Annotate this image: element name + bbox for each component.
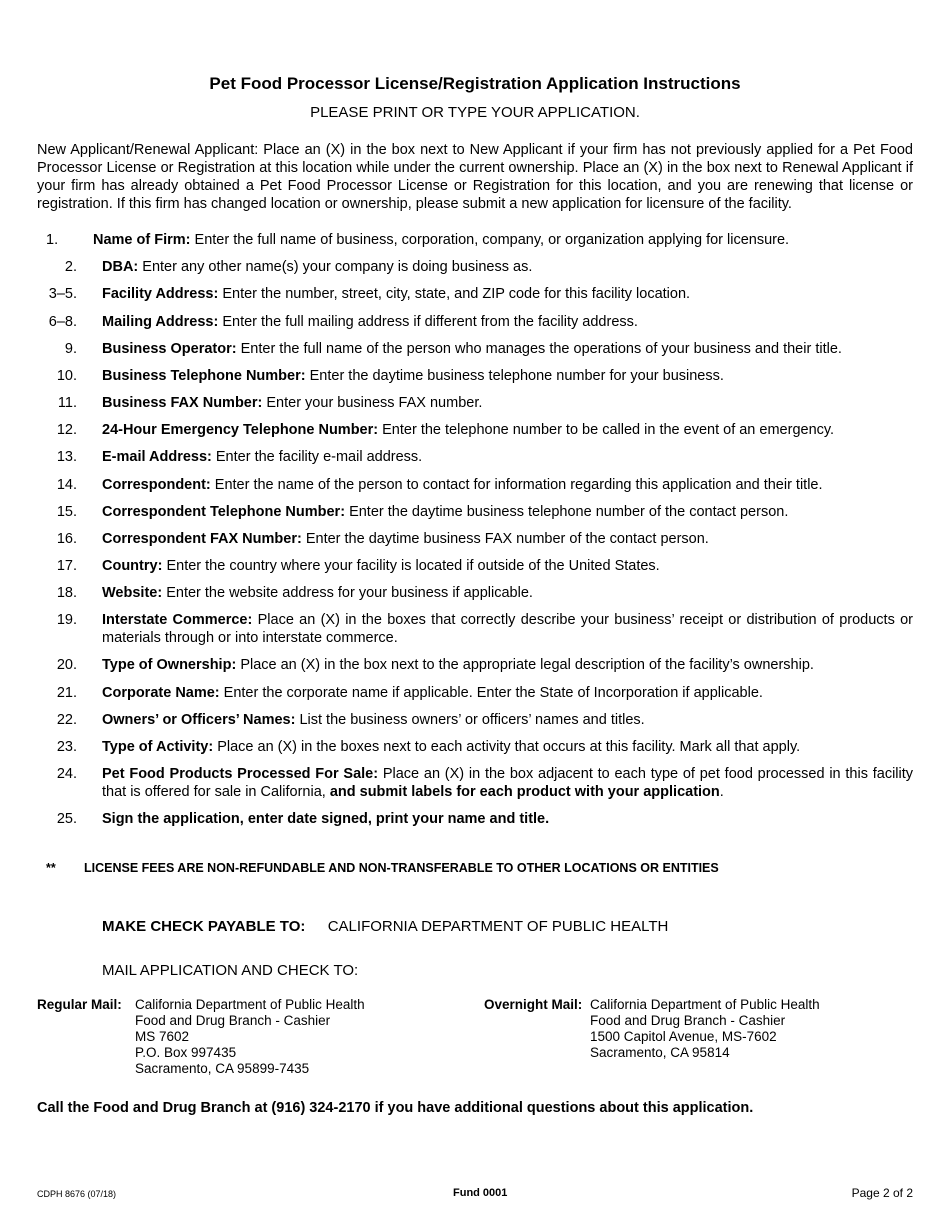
instruction-label: Business Operator: bbox=[102, 341, 237, 357]
instruction-label: Interstate Commerce: bbox=[102, 612, 253, 628]
instruction-number: 6–8. bbox=[48, 314, 77, 330]
instruction-label: Business FAX Number: bbox=[102, 395, 263, 411]
check-payable-value: CALIFORNIA DEPARTMENT OF PUBLIC HEALTH bbox=[327, 918, 669, 935]
instruction-text bbox=[102, 711, 913, 729]
instruction-label: Facility Address: bbox=[102, 286, 219, 302]
instruction-label: Country: bbox=[102, 558, 163, 574]
instruction-text bbox=[102, 313, 913, 331]
instruction-number: 20. bbox=[56, 657, 77, 673]
address-line: Food and Drug Branch - Cashier bbox=[590, 1013, 786, 1028]
instruction-number: 25. bbox=[56, 811, 77, 827]
page-title: Pet Food Processor License/Registration Application Instructions bbox=[209, 74, 741, 93]
instruction-label: Website: bbox=[102, 585, 163, 601]
page-subtitle: PLEASE PRINT OR TYPE YOUR APPLICATION. bbox=[310, 104, 640, 121]
address-line: MS 7602 bbox=[135, 1029, 190, 1044]
instruction-text bbox=[102, 285, 913, 303]
instruction-body: Enter any other name(s) your company is doing business as. bbox=[142, 259, 533, 275]
instruction-number: 3–5. bbox=[48, 286, 77, 302]
instruction-tail: . bbox=[719, 784, 724, 800]
instruction-text bbox=[93, 231, 904, 249]
instruction-number: 19. bbox=[56, 612, 77, 628]
instruction-body: Enter the daytime business telephone number of the contact person. bbox=[349, 504, 789, 520]
instruction-label: Correspondent FAX Number: bbox=[102, 531, 302, 547]
instruction-body: Place an (X) in the boxes next to each activity that occurs at this facility. Mark all that apply. bbox=[217, 739, 801, 755]
instruction-body: List the business owners’ or officers’ names and titles. bbox=[299, 712, 645, 728]
instruction-body: Enter the corporate name if applicable. Enter the State of Incorporation if applicable. bbox=[223, 685, 763, 701]
instruction-body: Enter the daytime business telephone number for your business. bbox=[309, 368, 724, 384]
instruction-body: Enter your business FAX number. bbox=[266, 395, 483, 411]
address-line: California Department of Public Health bbox=[135, 997, 365, 1012]
instruction-body: Enter the website address for your business if applicable. bbox=[166, 585, 533, 601]
instruction-body: Enter the full mailing address if different from the facility address. bbox=[222, 314, 638, 330]
address-line: P.O. Box 997435 bbox=[135, 1045, 237, 1060]
instruction-label: Business Telephone Number: bbox=[102, 368, 306, 384]
instruction-body: Enter the telephone number to be called in the event of an emergency. bbox=[382, 422, 835, 438]
instruction-text bbox=[102, 503, 913, 521]
instruction-label: Correspondent Telephone Number: bbox=[102, 504, 346, 520]
instruction-label: Owners’ or Officers’ Names: bbox=[102, 712, 296, 728]
instruction-body: Place an (X) in the box adjacent to each type of pet food processed in this facility that is offered for sale in California, bbox=[102, 766, 914, 800]
instruction-label: Name of Firm: bbox=[93, 232, 191, 248]
address-line: Food and Drug Branch - Cashier bbox=[135, 1013, 331, 1028]
instruction-body: Place an (X) in the box next to the appropriate legal description of the facility’s ownership. bbox=[240, 657, 814, 673]
instruction-label: Corporate Name: bbox=[102, 685, 220, 701]
instruction-text bbox=[102, 810, 913, 828]
page-number: Page 2 of 2 bbox=[851, 1186, 913, 1200]
contact-callout: Call the Food and Drug Branch at (916) 324-2170 if you have additional questions about this application. bbox=[37, 1100, 754, 1116]
instruction-text bbox=[102, 340, 913, 358]
instruction-body: Enter the full name of the person who manages the operations of your business and their title. bbox=[240, 341, 842, 357]
instruction-body: Enter the facility e-mail address. bbox=[215, 449, 423, 465]
instruction-text bbox=[102, 738, 913, 756]
instruction-number: 2. bbox=[64, 259, 77, 275]
address-line: California Department of Public Health bbox=[590, 997, 820, 1012]
instruction-label: DBA: bbox=[102, 259, 139, 275]
instruction-emphasis: and submit labels for each product with your application bbox=[329, 784, 720, 800]
instruction-number: 16. bbox=[56, 531, 77, 547]
address-line: Sacramento, CA 95899-7435 bbox=[135, 1061, 310, 1076]
instruction-number: 17. bbox=[56, 558, 77, 574]
instruction-text bbox=[102, 448, 913, 466]
instruction-number: 13. bbox=[56, 449, 77, 465]
instruction-label: Type of Activity: bbox=[102, 739, 214, 755]
check-payable bbox=[102, 918, 668, 935]
instruction-number: 21. bbox=[56, 685, 77, 701]
instruction-text bbox=[102, 530, 913, 548]
instruction-text bbox=[102, 258, 913, 276]
instruction-text bbox=[102, 611, 913, 647]
instruction-label: Sign the application, enter date signed, print your name and title. bbox=[102, 811, 550, 827]
instruction-text bbox=[102, 557, 913, 575]
instruction-number: 24. bbox=[56, 766, 77, 782]
instruction-text bbox=[102, 584, 913, 602]
instruction-label: E-mail Address: bbox=[102, 449, 212, 465]
instruction-body: Enter the full name of business, corporation, company, or organization applying for licensure. bbox=[194, 232, 790, 248]
instruction-text bbox=[102, 476, 913, 494]
address-line: Sacramento, CA 95814 bbox=[590, 1045, 730, 1060]
intro-paragraph: New Applicant/Renewal Applicant: Place an (X) in the box next to New Applicant if your firm has not previously applied for a Pet Food Processor License or Registration at this location while under the current ownership. Place an (X) in the box next to Renewal Applicant if your firm has already obtained a Pet Food Processor License or Registration for this location, and you are renewing that license or registration. If this firm has changed location or ownership, please submit a new application for licensure of the facility. bbox=[37, 142, 913, 212]
instruction-number: 22. bbox=[56, 712, 77, 728]
address-line: 1500 Capitol Avenue, MS-7602 bbox=[590, 1029, 777, 1044]
form-id: CDPH 8676 (07/18) bbox=[37, 1189, 117, 1199]
instruction-number: 10. bbox=[56, 368, 77, 384]
instruction-number: 9. bbox=[64, 341, 77, 357]
instruction-label: Mailing Address: bbox=[102, 314, 219, 330]
instruction-number: 18. bbox=[56, 585, 77, 601]
instruction-number: 23. bbox=[56, 739, 77, 755]
instruction-text bbox=[102, 765, 913, 801]
mail-heading: MAIL APPLICATION AND CHECK TO: bbox=[102, 962, 359, 979]
instruction-body: Enter the name of the person to contact for information regarding this application and their title. bbox=[214, 477, 823, 493]
instruction-text bbox=[102, 394, 913, 412]
instruction-number: 1. bbox=[46, 232, 59, 248]
fund-number: Fund 0001 bbox=[453, 1187, 508, 1199]
instruction-label: Pet Food Products Processed For Sale: bbox=[102, 766, 379, 782]
regular-mail-label: Regular Mail: bbox=[37, 997, 122, 1012]
fee-notice-mark: ** bbox=[46, 861, 56, 875]
instruction-number: 15. bbox=[56, 504, 77, 520]
regular-mail-lines bbox=[135, 997, 365, 1077]
check-payable-label: MAKE CHECK PAYABLE TO: bbox=[102, 918, 306, 935]
instruction-text bbox=[102, 656, 913, 674]
instruction-body: Enter the number, street, city, state, and ZIP code for this facility location. bbox=[222, 286, 691, 302]
fee-notice-text: LICENSE FEES ARE NON-REFUNDABLE AND NON-TRANSFERABLE TO OTHER LOCATIONS OR ENTITIES bbox=[84, 861, 719, 875]
instruction-label: Correspondent: bbox=[102, 477, 211, 493]
instruction-text bbox=[102, 421, 913, 439]
instruction-label: Type of Ownership: bbox=[102, 657, 237, 673]
instruction-body: Enter the country where your facility is located if outside of the United States. bbox=[166, 558, 660, 574]
instruction-text bbox=[102, 684, 913, 702]
instruction-number: 12. bbox=[56, 422, 77, 438]
instruction-number: 11. bbox=[57, 395, 77, 411]
overnight-mail-label: Overnight Mail: bbox=[484, 997, 583, 1012]
instruction-body: Place an (X) in the boxes that correctly describe your business’ receipt or distribution of products or materials through or into interstate commerce. bbox=[102, 612, 914, 646]
overnight-mail-lines bbox=[590, 997, 820, 1061]
instruction-number: 14. bbox=[56, 477, 77, 493]
instruction-label: 24-Hour Emergency Telephone Number: bbox=[102, 422, 379, 438]
instruction-text bbox=[102, 367, 913, 385]
instruction-body: Enter the daytime business FAX number of the contact person. bbox=[305, 531, 709, 547]
